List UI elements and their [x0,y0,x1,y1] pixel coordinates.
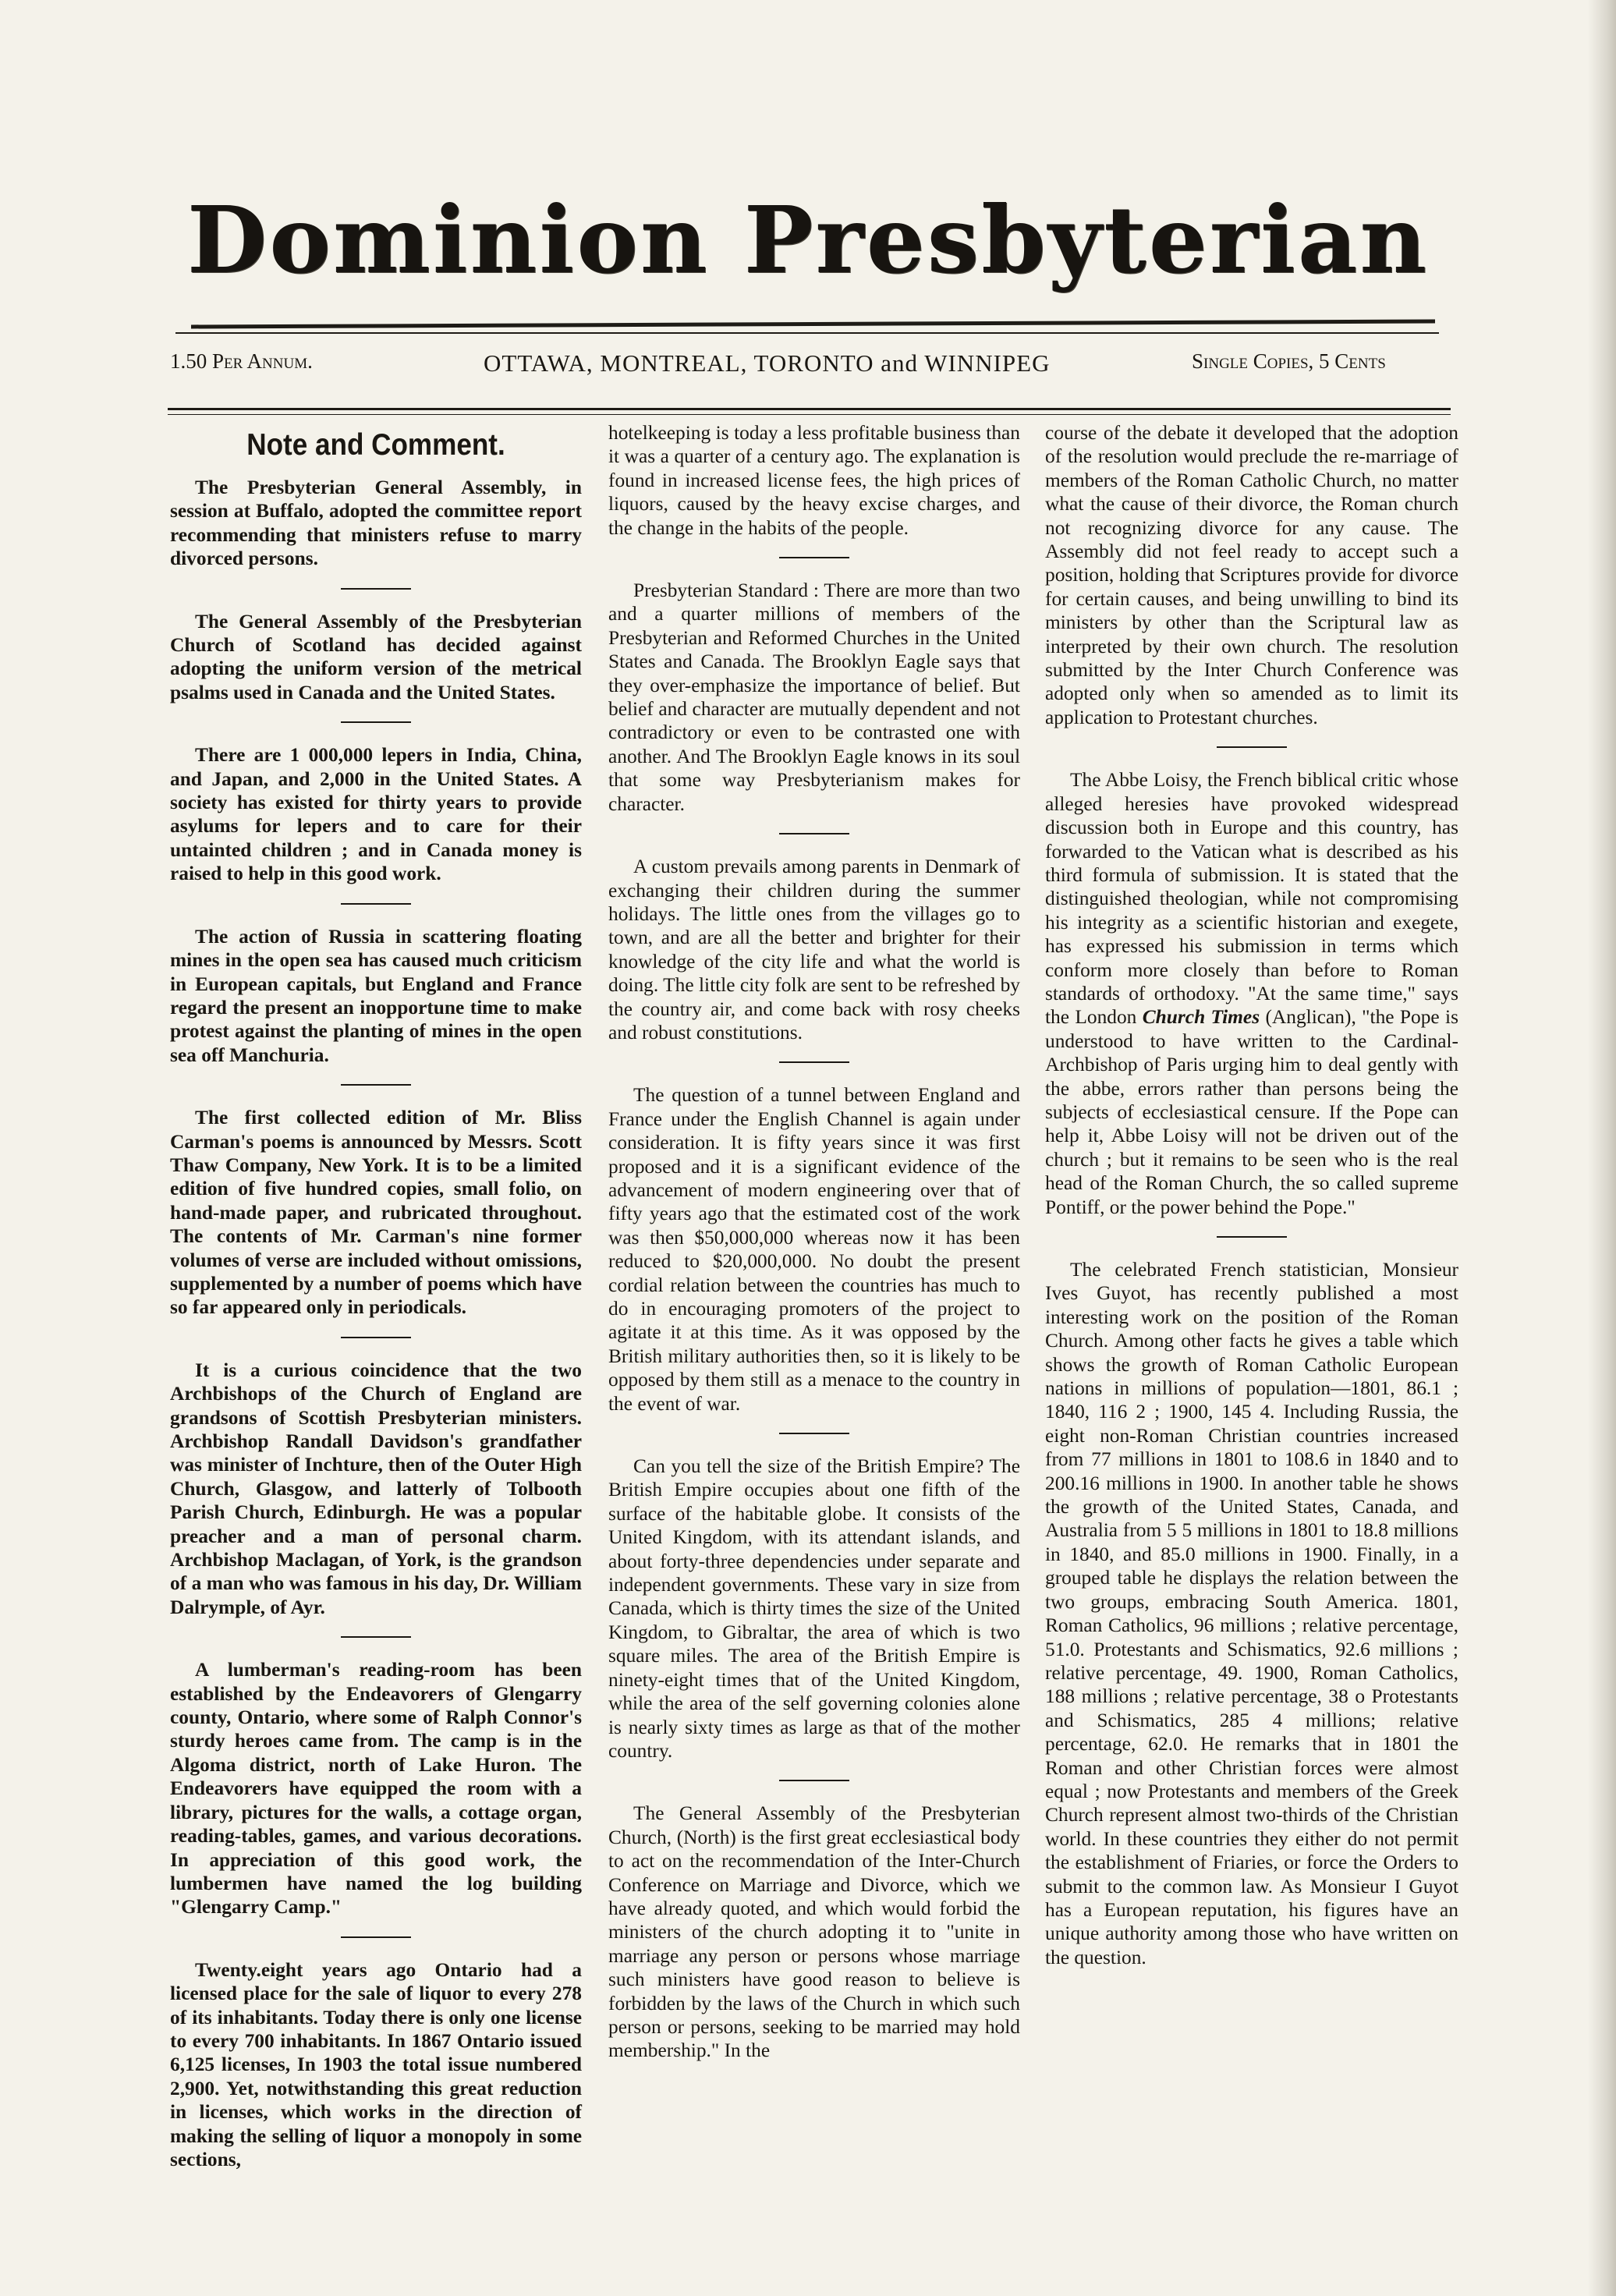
article-separator [779,557,849,558]
article-paragraph: hotelkeeping is today a less profitable business than it was a quarter of a century ago. The explanation is found in increased license fees, the high prices of liquors, caused by the heavy excise charges, and the change in the habits of the people. [608,422,1020,539]
article-paragraph: Presbyterian Standard : There are more than two and a quarter millions of members of the Presbyterian and Reformed Churches in the United States and Canada. The Brooklyn Eagle says that they over-emphasize the importance of belief. But belief and character are mutually dependent and not contradictory or even to be contrasted one with another. And The Brooklyn Eagle knows in its soul that some way Presbyterianism makes for character. [608,579,1020,815]
column-middle [608,421,1020,2063]
article-paragraph [1045,768,1458,1219]
article-paragraph: The first collected edition of Mr. Bliss Carman's poems is announced by Messrs. Scott Thaw Company, New York. It is to be a limited edition of five hundred copies, small folio, on hand-made paper, and rubricated throughout. The contents of Mr. Carman's nine former volumes of verse are included without omissions, supplemented by a number of poems which have so far appeared only in periodicals. [170,1107,582,1319]
article-separator [341,903,411,905]
article-paragraph: The celebrated French statistician, Monsieur Ives Guyot, has recently published a most interesting work on the position of the Roman Church. Among other facts he gives a table which shows the growth of Roman Catholic European nations in millions of population—1801, 86.1 ; 1840, 116 2 ; 1900, 145 4. Including Russia, the eight non-Roman Christian countries increased from 77 millions in 1801 to 108.6 in 1840 and to 200.16 millions in 1900. In another table he shows the growth of the United States, Canada, and Australia from 5 5 millions in 1801 to 18.8 millions in 1840, and 85.0 millions in 1900. Finally, in a grouped table he displays the relation between the two groups, embracing South America. 1801, Roman Catholics, 96 millions ; relative percentage, 51.0. Protestants and Schismatics, 92.6 millions ; relative percentage, 49. 1900, Roman Catholics, 188 millions ; relative percentage, 38 o Protestants and Schismatics, 285 4 millions; relative percentage, 62.0. He remarks that in 1801 the Roman and other Christian forces were almost equal ; now Protestants and members of the Greek Church represent almost two-thirds of the Christian world. In these countries they either do not permit the establishment of Friaries, or force the Orders to submit to the common law. As Monsieur I Guyot has a European reputation, his figures have an unique authority among those who have written on the question. [1045,1259,1458,1968]
column-right [1045,421,1458,1969]
subscription-price: 1.50 Per Annum. [170,349,313,373]
article-paragraph: The General Assembly of the Presbyterian Church of Scotland has decided against adopting the uniform version of the metrical psalms used in Canada and the United States. [170,610,582,703]
header-rule-thin [168,414,1451,415]
article-paragraph: Can you tell the size of the British Empire? The British Empire occupies about one fifth of the surface of the habitable globe. It consists of the United Kingdom, with its attendant islands, and about forty-three dependencies under separate and independent governments. These vary in size from Canada, which is thirty times the size of the United Kingdom, to Gibraltar, the area of which is two square miles. The area of the British Empire is ninety-eight times that of the United Kingdom, while the area of the self governing colonies alone is nearly sixty times as large as that of the mother country. [608,1455,1020,1762]
article-separator [1217,1236,1287,1238]
article-paragraph: A custom prevails among parents in Denmark of exchanging their children during the summer holidays. The little ones from the villages go to town, and are all the better and brighter for their knowledge of the city life and what the world is doing. The little city folk are sent to be refreshed by the country air, and come back with rosy cheeks and robust constitutions. [608,856,1020,1043]
article-text: (Anglican), "the Pope is understood to have written to the Cardinal-Archbishop of Paris urging him to deal gently with the abbe, errors rather than persons being the subjects of ecclesiastical censure. If the Pope can help it, Abbe Loisy will not be driven out of the church ; but it remains to be seen who is the real head of the Roman Church, the so called supreme Pontiff, or the power behind the Pope." [1045,1006,1458,1218]
article-separator [779,1061,849,1063]
article-separator [779,1780,849,1781]
header-rule-thick [168,408,1451,410]
article-paragraph: The Presbyterian General Assembly, in session at Buffalo, adopted the committee report recommending that ministers refuse to marry divorced persons. [170,477,582,570]
masthead-rule-thin [175,332,1439,334]
article-separator [779,833,849,834]
masthead-title: Dominion Presbyterian [186,186,1430,294]
article-separator [341,721,411,723]
article-separator [779,1433,849,1434]
article-separator [1217,746,1287,748]
single-copy-price: Single Copies, 5 Cents [1192,349,1386,373]
article-separator [341,1084,411,1086]
article-paragraph: There are 1 000,000 lepers in India, China, and Japan, and 2,000 in the United States. A society has existed for thirty years to provide asylums for lepers and to care for their untainted children ; and in Canada money is raised to help in this good work. [170,744,582,885]
publication-cities: OTTAWA, MONTREAL, TORONTO and WINNIPEG [484,349,1051,377]
scan-edge-shadow [1588,0,1616,2296]
article-paragraph: A lumberman's reading-room has been established by the Endeavorers of Glengarry county, Ontario, where some of Ralph Connor's sturdy heroes came from. The camp is in the Algoma district, north of Lake Huron. The Endeavorers have equipped the room with a library, pictures for the walls, a cottage organ, reading-tables, games, and various decorations. In appreciation of this good work, the lumbermen have named the log building "Glengarry Camp." [170,1659,582,1919]
article-paragraph: course of the debate it developed that the adoption of the resolution would preclude the re-marriage of members of the Roman Catholic Church, no matter what the cause of their divorce, the Roman church not recognizing divorce for any cause. The Assembly did not feel ready to accept such a position, holding that Scriptures provide for divorce for certain causes, and being unwilling to bind its ministers by other than the Scriptural law as interpreted by their own church. The resolution submitted by the Inter Church Conference was adopted only when so amended as to limit its application to Protestant churches. [1045,422,1458,728]
article-separator [341,1936,411,1938]
publication-name: Church Times [1142,1006,1260,1029]
article-paragraph: Twenty.eight years ago Ontario had a licensed place for the sale of liquor to every 278 of its inhabitants. Today there is only one license to every 700 inhabitants. In 1867 Ontario issued 6,125 licenses, In 1903 the total issue numbered 2,900. Yet, notwithstanding this great reduction in licenses, which works in the direction of making the selling of liquor a monopoly in some sections, [170,1958,582,2170]
article-separator [341,1636,411,1638]
column-left [170,421,582,2171]
article-text: The Abbe Loisy, the French biblical critic whose alleged heresies have provoked widespread discussion both in Europe and this country, has forwarded to the Vatican what is described as his third formula of submission. It is stated that the distinguished theologian, while not compromising his integrity as a scientific historian and exegete, has expressed his submission in terms which conform more closely than before to Roman standards of orthodoxy. "At the same time," says the London [1045,769,1458,1029]
article-separator [341,588,411,590]
article-paragraph: It is a curious coincidence that the two Archbishops of the Church of England are grandsons of Scottish Presbyterian ministers. Archbishop Randall Davidson's grandfather was minister of Inchture, then of the Outer High Church, Glasgow, and latterly of Tolbooth Parish Church, Edinburgh. He was a popular preacher and a man of personal charm. Archbishop Maclagan, of York, is the grandson of a man who was famous in his day, Dr. William Dalrymple, of Ayr. [170,1359,582,1618]
article-paragraph: The question of a tunnel between England and France under the English Channel is again under consideration. It is fifty years since it was first proposed and it is a significant evidence of the advancement of modern engineering over that of fifty years ago that the estimated cost of the work was then $50,000,000 whereas now it has been reduced to $20,000,000. No doubt the present cordial relation between the countries has much to do in encouraging promoters of the project to agitate it at this time. As it was opposed by the British military authorities then, so it is likely to be opposed by them still as a menace to the country in the event of war. [608,1084,1020,1415]
article-separator [341,1337,411,1338]
article-paragraph: The General Assembly of the Presbyterian Church, (North) is the first great ecclesiastical body to act on the recommendation of the Inter-Church Conference on Marriage and Divorce, which we have already quoted, and which would forbid the ministers of the church adopting it to "unite in marriage any person or persons whose marriage such ministers have good reason to believe is forbidden by the laws of the Church in which such person or persons, seeking to be married may hold membership." In the [608,1802,1020,2062]
masthead-rule-thick [191,320,1435,329]
article-paragraph: The action of Russia in scattering floating mines in the open sea has caused much criticism in European capitals, but England and France regard the present an inopportune time to make protest against the planting of mines in the open sea off Manchuria. [170,925,582,1066]
section-title: Note and Comment. [246,428,505,462]
